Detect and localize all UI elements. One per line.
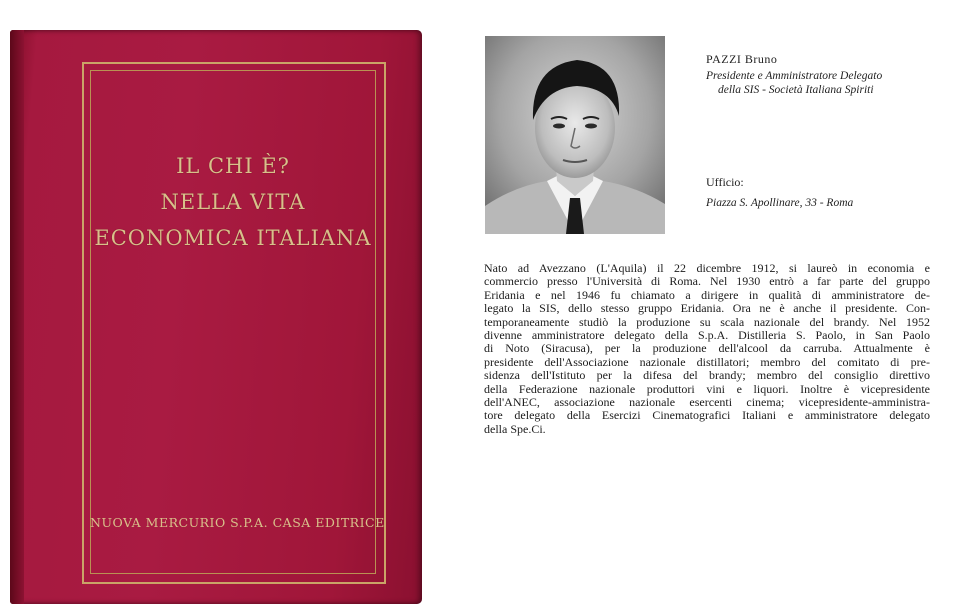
portrait-illustration — [485, 36, 665, 234]
person-role — [706, 69, 956, 97]
cover-frame-inner — [90, 70, 385, 574]
cover-title-line-3: ECONOMICA ITALIANA — [94, 226, 372, 250]
bio-line: divenne amministratore delegato della S.p.A. Distilleria S. Paolo, in San Paolo — [484, 328, 930, 343]
bio-line: sidenza dell'Istituto per la difesa del brandy; membro del consiglio direttivo — [484, 368, 930, 383]
office-address: Piazza S. Apollinare, 33 - Roma — [706, 197, 854, 209]
cover-publisher: NUOVA MERCURIO S.P.A. CASA EDITRICE — [90, 515, 385, 530]
bio-line: Eridania e nel 1946 fu chiamato a dirigere in qualità di amministratore de- — [484, 287, 930, 302]
bio-line: legato la SIS, dello stesso gruppo Eridania. Ora ne è anche il presidente. Con- — [484, 301, 930, 316]
office-label: Ufficio: — [706, 175, 744, 189]
book-cover — [10, 30, 422, 604]
bio-line: presidente dell'Associazione nazionale distillatori; membro del comitato di pre- — [484, 354, 930, 369]
person-name: PAZZI Bruno — [706, 52, 778, 66]
bio-line: temporaneamente studiò la produzione su scala nazionale del brandy. Nel 1952 — [484, 314, 930, 329]
book-spine — [10, 30, 24, 604]
bio-line: della Federazione nazionale produttori vini e liquori. Inoltre è vicepresidente — [484, 381, 930, 396]
bio-line: della Spe.Ci. — [484, 421, 546, 436]
bio-line: di Noto (Siracusa), per la produzione dell'alcool da carruba. Attualmente è — [484, 341, 930, 356]
bio-line: tore delegato della Esercizi Cinematografici Italiani e amministratore delegato — [484, 408, 930, 423]
biography — [484, 262, 930, 436]
portrait-photo — [485, 36, 665, 234]
cover-title-line-2: NELLA VITA — [160, 190, 306, 214]
bio-line: Nato ad Avezzano (L'Aquila) il 22 dicembre 1912, si laureò in economia e — [484, 261, 930, 275]
bio-line: dell'ANEC, associazione nazionale esercenti cinema; vicepresidente-amministra- — [484, 395, 930, 410]
cover-title-line-1: IL CHI È? — [176, 154, 290, 178]
role-line-2: della SIS - Società Italiana Spiriti — [718, 84, 874, 96]
bio-line: commercio presso l'Università di Roma. Nel 1930 entrò a far parte del gruppo — [484, 274, 930, 289]
cover-title — [90, 148, 376, 256]
role-line-1: Presidente e Amministratore Delegato — [706, 70, 883, 82]
